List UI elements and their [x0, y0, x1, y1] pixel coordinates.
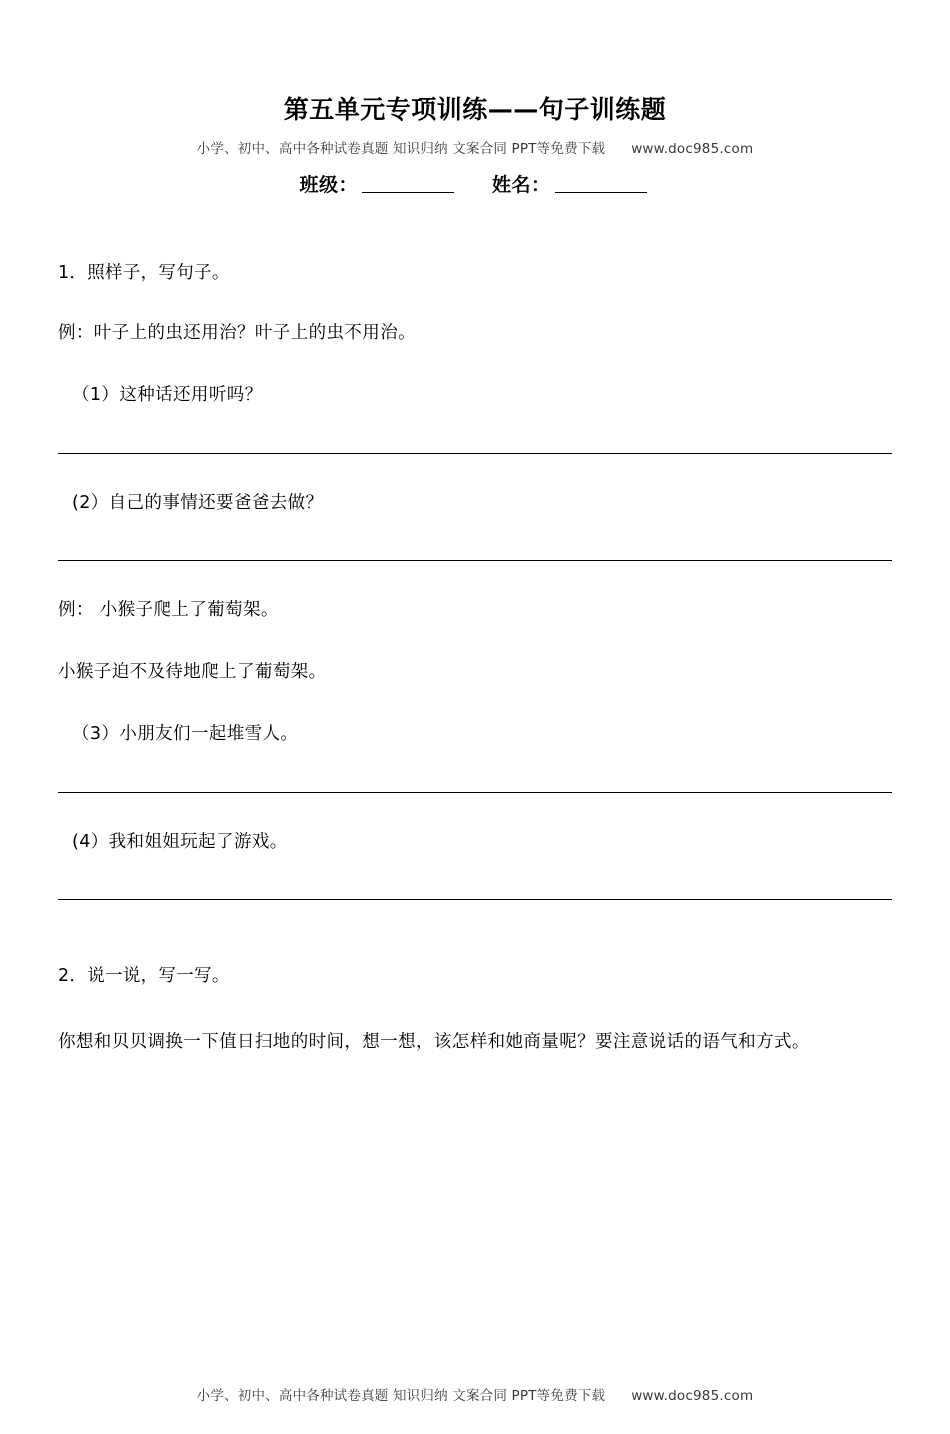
- question-1-heading: 1．照样子，写句子。: [58, 263, 230, 283]
- watermark-top: [0, 137, 950, 157]
- name-blank[interactable]: [555, 192, 647, 193]
- name-label: 姓名：: [492, 174, 551, 196]
- question-1-example: 例：叶子上的虫还用治？叶子上的虫不用治。: [58, 323, 416, 343]
- answer-line-2[interactable]: [58, 560, 892, 561]
- watermark-text: 小学、初中、高中各种试卷真题 知识归纳 文案合同 PPT等免费下载: [196, 141, 606, 157]
- question-1-item-2: (2）自己的事情还要爸爸去做？: [72, 492, 324, 513]
- student-info-line: [58, 170, 892, 197]
- question-1-item-3: （3）小朋友们一起堆雪人。: [72, 724, 299, 745]
- page-title: 第五单元专项训练——句子训练题: [283, 95, 667, 124]
- class-label: 班级：: [299, 174, 358, 196]
- watermark-url: www.doc985.com: [631, 141, 754, 157]
- question-2-heading: 2．说一说，写一写。: [58, 965, 230, 986]
- answer-line-1[interactable]: [58, 453, 892, 454]
- class-blank[interactable]: [362, 192, 454, 193]
- question-1-example-2-answer: 小猴子迫不及待地爬上了葡萄架。: [58, 662, 327, 682]
- worksheet-page: [0, 90, 950, 1434]
- answer-line-4[interactable]: [58, 899, 892, 900]
- answer-line-3[interactable]: [58, 792, 892, 793]
- question-2-body: 你想和贝贝调换一下值日扫地的时间，想一想，该怎样和她商量呢？要注意说话的语气和方式。: [58, 1031, 810, 1052]
- watermark-text-bottom: 小学、初中、高中各种试卷真题 知识归纳 文案合同 PPT等免费下载: [196, 1388, 606, 1404]
- question-1-example-2: 例： 小猴子爬上了葡萄架。: [58, 599, 279, 620]
- watermark-bottom: [0, 1384, 950, 1404]
- question-1-item-1: （1）这种话还用听吗？: [72, 385, 263, 406]
- watermark-url-bottom: www.doc985.com: [631, 1388, 754, 1404]
- question-1-item-4: (4）我和姐姐玩起了游戏。: [72, 831, 288, 852]
